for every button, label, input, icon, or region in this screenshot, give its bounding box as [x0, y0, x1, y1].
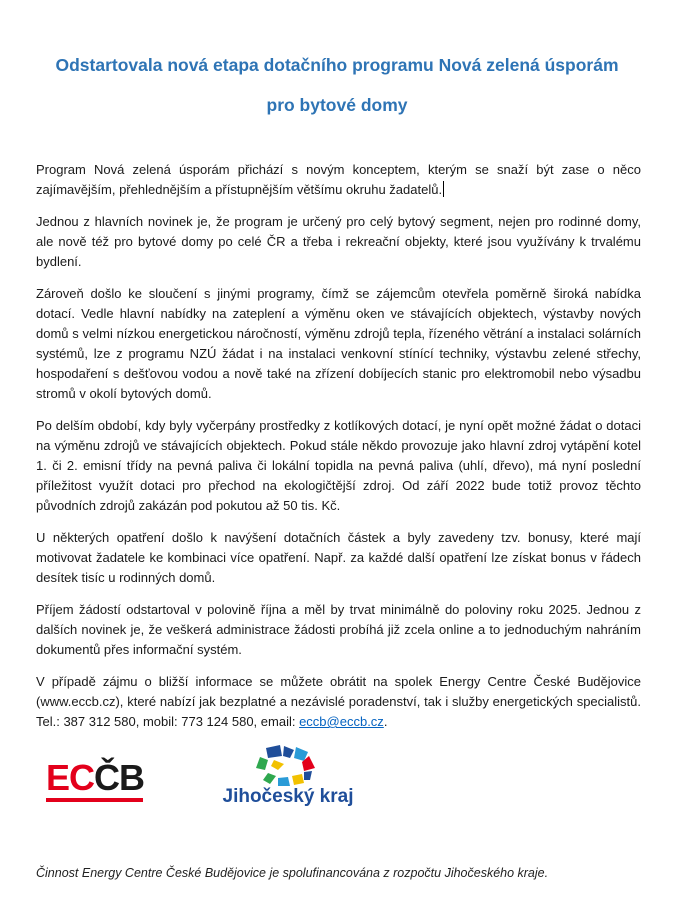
jihocesky-kraj-logo: [208, 744, 368, 824]
text-cursor: [443, 181, 444, 197]
contact-paragraph: V případě zájmu o bližší informace se můžete obrátit na spolek Energy Centre České Budějovice (www.eccb.cz), které nabízí jak bezplatné a nezávislé poradenství, tak i služby energetických specialistů. Tel.: 387 312 580, mobil: 773 124 580, email: eccb@eccb.cz.: [36, 674, 641, 729]
eccb-logo-cb: ČB: [94, 757, 145, 798]
paragraph: Zároveň došlo ke sloučení s jinými programy, čímž se zájemcům otevřela poměrně široká nabídka dotací. Vedle hlavní nabídky na zateplení a výměnu oken ve stávajících objektech, výstavby nových domů s velmi nízkou energetickou náročností, výměnu zdrojů tepla, řízeného větrání a instalaci solárních systémů, lze z programu NZÚ žádat i na instalaci venkovní stínící techniky, výstavbu zelené střechy, hospodaření s dešťovou vodou a nově také na zřízení dobíjecích stanic pro elektromobil nebo výsadbu stromů v okolí bytových domů.: [36, 286, 641, 401]
footer-note: Činnost Energy Centre České Budějovice je spolufinancována z rozpočtu Jihočeského kraje.: [36, 866, 549, 880]
paragraph: U některých opatření došlo k navýšení dotačních částek a byly zavedeny tzv. bonusy, které mají motivovat žadatele ke kombinaci více opatření. Např. za každé další opatření lze získat bonus v řádech desítek tisíc u rodinných domů.: [36, 530, 641, 585]
eccb-logo-underline: [46, 798, 143, 802]
paragraph: Program Nová zelená úsporám přichází s novým konceptem, kterým se snaží být zase o něco zajímavějším, přehlednějším a přístupnějším většímu okruhu žadatelů.: [36, 162, 641, 197]
page-title: Odstartovala nová etapa dotačního programu Nová zelená úsporám: [55, 55, 619, 75]
paragraph: Příjem žádostí odstartoval v polovině října a měl by trvat minimálně do poloviny roku 2025. Jednou z dalších novinek je, že veškerá administrace žádosti probíhá již zcela online a to jednoduchým nahráním dokumentů přes informační systém.: [36, 602, 641, 657]
email-link[interactable]: eccb@eccb.cz: [299, 714, 384, 729]
jihocesky-kraj-emblem-icon: [208, 744, 368, 788]
eccb-logo-ec: EC: [46, 757, 95, 798]
contact-text: V případě zájmu o bližší informace se můžete obrátit na spolek Energy Centre České Budějovice (www.eccb.cz), které nabízí jak bezplatné a nezávislé poradenství, tak i služby energetických specialistů. Tel.: 387 312 580, mobil: 773 124 580, email:: [36, 674, 641, 729]
paragraph: Po delším období, kdy byly vyčerpány prostředky z kotlíkových dotací, je nyní opět možné žádat o dotaci na výměnu zdrojů ve stávajících objektech. Pokud stále někdo provozuje jako hlavní zdroj vytápění kotel 1. či 2. emisní třídy na pevná paliva či lokální topidla na pevná paliva (uhlí, dřevo), má nyní poslední příležitost využít dotaci pro přechod na ekologičtější zdroj. Od září 2022 bude totiž provoz těchto původních zdrojů zakázán pod pokutou až 50 tis. Kč.: [36, 418, 641, 513]
page-title-line2: pro bytové domy: [266, 95, 408, 115]
article-body: [36, 160, 641, 744]
jihocesky-kraj-logo-text: Jihočeský kraj: [222, 786, 354, 807]
eccb-logo: [46, 757, 146, 810]
paragraph: Jednou z hlavních novinek je, že program je určený pro celý bytový segment, nejen pro rodinné domy, ale nově též pro bytové domy po celé ČR a třeba i rekreační objekty, které jsou využívány k trvalému bydlení.: [36, 214, 641, 269]
